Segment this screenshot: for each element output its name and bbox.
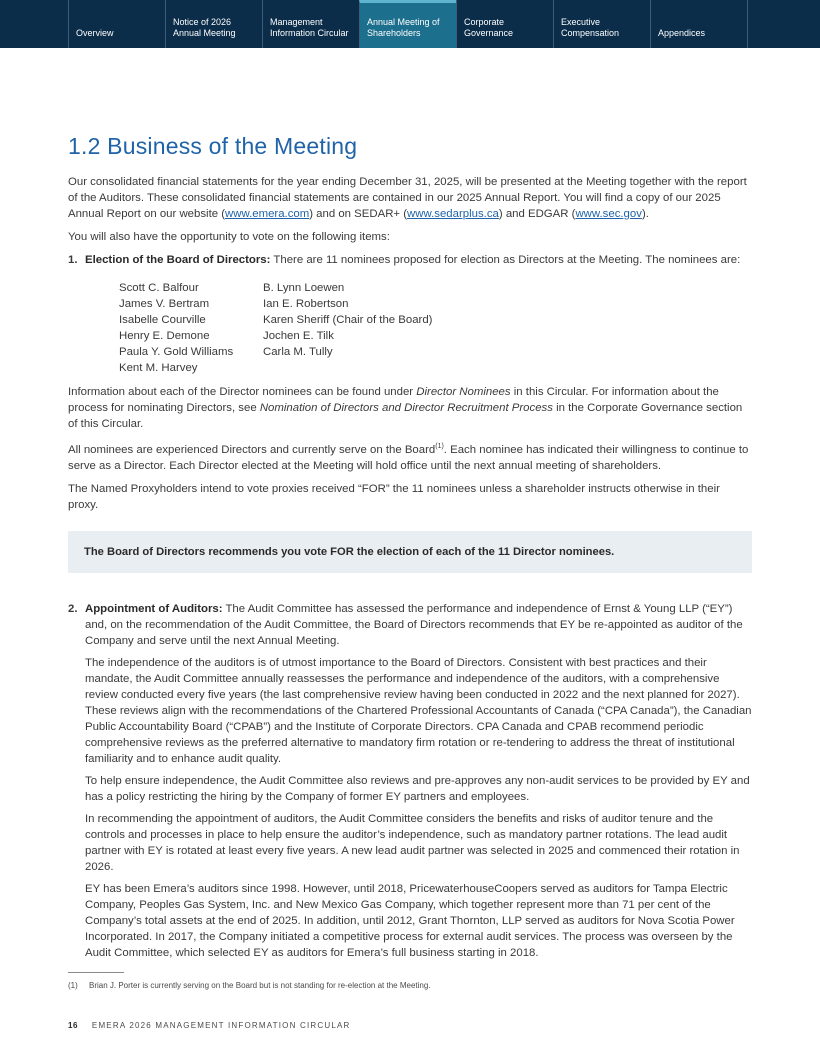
nomination-process-reference: Nomination of Directors and Director Recruitment Process bbox=[259, 402, 553, 414]
emera-link[interactable]: www.emera.com bbox=[225, 208, 310, 220]
document-title: EMERA 2026 MANAGEMENT INFORMATION CIRCULAR bbox=[91, 1021, 351, 1030]
tab-notice-of-annual-meeting[interactable]: Notice of 2026 Annual Meeting bbox=[165, 0, 262, 48]
item-description: The Audit Committee has assessed the performance and independence of Ernst & Young LLP (“EY”) and, on the recommendation of the Audit Committee, the Board of Directors recommends that EY be re-appointed as auditor of the Company and serve until the next Annual Meeting. bbox=[85, 602, 743, 647]
intro-paragraph bbox=[68, 174, 752, 222]
footnote-reference: (1) bbox=[435, 443, 444, 450]
auditor-history-paragraph: EY has been Emera’s auditors since 1998. However, until 2018, PricewaterhouseCoopers served as auditors for Tampa Electric Company, Peoples Gas System, Inc. and New Mexico Gas Company, which together represent more than 71 per cent of the Company’s total assets at the end of 2025. In addition, until 2012, Grant Thornton, LLP served as auditors for Nova Scotia Power Incorporated. In 2017, the Company initiated a competitive process for external audit services. The process was overseen by the Audit Committee, which selected EY as auditors for Emera’s full business starting in 2018. bbox=[85, 882, 735, 959]
page-footer bbox=[68, 1021, 351, 1030]
main-content bbox=[68, 132, 752, 973]
item-description: There are 11 nominees proposed for election as Directors at the Meeting. The nominees are: bbox=[270, 254, 741, 266]
nav-spacer bbox=[0, 0, 68, 48]
item-appointment-of-auditors bbox=[68, 601, 752, 967]
non-audit-services-paragraph: To help ensure independence, the Audit Committee also reviews and pre-approves any non-audit services to be provided by EY and has a policy restricting the hiring by the Company of former EY partners and employees. bbox=[85, 774, 750, 803]
intro-text: ) and on SEDAR+ ( bbox=[309, 208, 408, 220]
nominee-name: Kent M. Harvey bbox=[119, 362, 198, 374]
auditor-independence-paragraph: The independence of the auditors is of utmost importance to the Board of Directors. Consistent with best practices and their mandate, the Audit Committee annually reassesses the performance and independence of the auditors, with a comprehensive review conducted every five years (the last comprehensive review having been conducted in 2022 and the next planned for 2027). These reviews align with the recommendations of the Chartered Professional Accountants of Canada (“CPA Canada”), the Canadian Public Accountability Board (“CPAB”) and the Institute of Corporate Directors. CPA Canada and CPAB recommend periodic comprehensive reviews as the preferred alternative to mandatory firm rotation or re-tendering to address the threat of institutional familiarity and to enhance audit quality. bbox=[85, 656, 752, 765]
tab-executive-compensation[interactable]: Executive Compensation bbox=[553, 0, 650, 48]
footnote-divider bbox=[68, 972, 124, 973]
nominee-column-1 bbox=[119, 280, 263, 376]
intro-text: Our consolidated financial statements for the year ending December 31, 2025, will be presented at the Meeting together with the report of the Auditors. These consolidated financial statements are contained in our 2025 Annual Report. You will find a copy of our 2025 Annual Report on our website ( bbox=[68, 176, 747, 220]
nominee-name: James V. Bertram bbox=[119, 298, 210, 310]
tab-corporate-governance[interactable]: Corporate Governance bbox=[456, 0, 553, 48]
nominee-name: Isabelle Courville bbox=[119, 314, 206, 326]
vote-intro: You will also have the opportunity to vote on the following items: bbox=[68, 231, 390, 243]
nominee-list bbox=[119, 280, 752, 376]
info-text: in the Corporate Governance section of this Circular. bbox=[68, 402, 743, 430]
page-title: 1.2 Business of the Meeting bbox=[68, 133, 358, 159]
item-text bbox=[85, 252, 752, 268]
page-number: 16 bbox=[68, 1021, 78, 1030]
tab-management-information-circular[interactable]: Management Information Circular bbox=[262, 0, 359, 48]
nominee-info-paragraph bbox=[68, 384, 752, 432]
nav-tail bbox=[747, 0, 820, 48]
tab-appendices[interactable]: Appendices bbox=[650, 0, 747, 48]
item-number: 2. bbox=[68, 602, 78, 615]
director-nominees-reference: Director Nominees bbox=[416, 386, 511, 398]
experienced-text: . Each nominee has indicated their willingness to continue to serve as a Director. Each Director elected at the Meeting will hold office until the next annual meeting of shareholders. bbox=[68, 443, 749, 472]
experienced-text: All nominees are experienced Directors and currently serve on the Board bbox=[68, 443, 436, 456]
experienced-directors-paragraph bbox=[68, 439, 752, 474]
intro-text: ) and EDGAR ( bbox=[498, 208, 576, 220]
tab-overview[interactable]: Overview bbox=[68, 0, 165, 48]
auditor-tenure-paragraph: In recommending the appointment of auditors, the Audit Committee considers the benefits and risks of auditor tenure and the controls and processes in place to help ensure the auditor’s independence, such as mandatory partner rotations. The lead audit partner with EY is rotated at least every five years. A new lead audit partner was selected in 2025 and commenced their rotation in 2026. bbox=[85, 812, 740, 873]
nominee-name: B. Lynn Loewen bbox=[263, 282, 345, 294]
nominee-name: Jochen E. Tilk bbox=[263, 330, 334, 342]
nominee-name: Paula Y. Gold Williams bbox=[119, 346, 234, 358]
item-title: Appointment of Auditors: bbox=[85, 602, 223, 615]
proxy-paragraph: The Named Proxyholders intend to vote proxies received “FOR” the 11 nominees unless a shareholder instructs otherwise in their proxy. bbox=[68, 482, 720, 511]
footnote-mark: (1) bbox=[68, 981, 78, 990]
tab-annual-meeting-of-shareholders[interactable]: Annual Meeting of Shareholders bbox=[359, 0, 456, 48]
nominee-column-2 bbox=[263, 280, 432, 376]
intro-text: ). bbox=[641, 208, 649, 220]
item-election-of-directors bbox=[68, 252, 752, 274]
recommendation-callout: The Board of Directors recommends you vote FOR the election of each of the 11 Director nominees. bbox=[68, 531, 752, 573]
item-number: 1. bbox=[68, 254, 78, 266]
nominee-name: Henry E. Demone bbox=[119, 330, 210, 342]
info-text: in this Circular. For information about the process for nominating Directors, see bbox=[68, 386, 719, 414]
footnote bbox=[68, 981, 431, 990]
nominee-name: Ian E. Robertson bbox=[263, 298, 349, 310]
footnote-text: Brian J. Porter is currently serving on the Board but is not standing for re-election at the Meeting. bbox=[89, 981, 431, 990]
nominee-name: Scott C. Balfour bbox=[119, 282, 199, 294]
info-text: Information about each of the Director nominees can be found under bbox=[68, 386, 417, 398]
sec-link[interactable]: www.sec.gov bbox=[575, 208, 642, 220]
nominee-name: Karen Sheriff (Chair of the Board) bbox=[263, 314, 433, 326]
nominee-name: Carla M. Tully bbox=[263, 346, 333, 358]
item-title: Election of the Board of Directors: bbox=[85, 254, 271, 266]
top-navigation bbox=[0, 0, 820, 48]
item-text bbox=[85, 601, 752, 649]
sedar-link[interactable]: www.sedarplus.ca bbox=[407, 208, 499, 220]
